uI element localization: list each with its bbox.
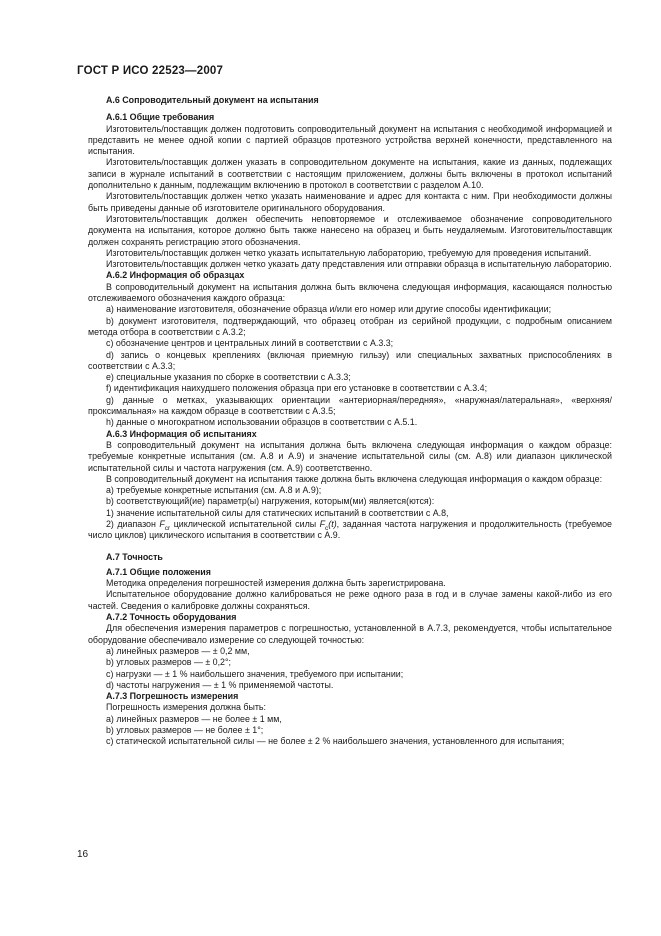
- list-item: g) данные о метках, указывающих ориентации «антериорная/передняя», «наружная/латеральная», «верхняя/проксимальная» на каждом образце в соответствии с А.3.5;: [88, 394, 612, 417]
- paragraph: В сопроводительный документ на испытания также должна быть включена следующая информация о каждом образце:: [106, 473, 603, 484]
- paragraph: Изготовитель/поставщик должен четко указать испытательную лабораторию, требуемую для проведения испытаний.: [106, 247, 592, 258]
- list-item: b) соответствующий(ие) параметр(ы) нагружения, которым(ми) является(ются):: [106, 496, 435, 507]
- list-item: с) нагрузки — ± 1 % наибольшего значения, требуемого при испытании;: [106, 668, 404, 679]
- paragraph: Методика определения погрешностей измерения должна быть зарегистрирована.: [106, 578, 446, 589]
- list-item: f) идентификация наихудшего положения образца при его установке в соответствии с А.3.4;: [106, 383, 488, 394]
- force-symbol: F: [159, 518, 165, 529]
- list-item: d) запись о концевых креплениях (включая приемную гильзу) или специальных захватных приспособлениях в соответствии с А.3.3;: [88, 349, 612, 371]
- paragraph: Для обеспечения измерения параметров с погрешностью, установленной в А.7.3, рекомендуется, чтобы испытательное оборудование обеспечивало измерение со следующей точностью:: [88, 623, 612, 645]
- list-item: а) наименование изготовителя, обозначение образца и/или его номер или другие способы идентификации;: [106, 304, 552, 315]
- paragraph: В сопроводительный документ на испытания должна быть включена следующая информация о каждом образце: требуемые конкретные испытания (см. А.8 и А.9) и значение испытательной силы (см. А.8) или диапазон циклической испытательной силы и частота нагружения (см. А.9) соответственно.: [88, 439, 612, 473]
- paragraph: Погрешность измерения должна быть:: [106, 702, 266, 713]
- section-a6-3-title: А.6.3 Информация об испытаниях: [106, 428, 257, 439]
- list-item-formula: 2) диапазон $F_{cr}$ циклической испытательной силы $F_c(t)$, заданная частота нагружения и продолжительность (требуемое число циклов) циклического испытания в соответствии с А.9.: [88, 518, 612, 541]
- list-item: а) линейных размеров — ± 0,2 мм,: [106, 645, 250, 656]
- list-item: b) угловых размеров — ± 0,2°;: [106, 657, 232, 668]
- paragraph: В сопроводительный документ на испытания должна быть включена следующая информация, касающаяся полностью отслеживаемого обозначения каждого образца:: [88, 281, 612, 304]
- force-subscript: c: [325, 524, 329, 532]
- page-number: 16: [77, 849, 89, 860]
- list-item: а) требуемые конкретные испытания (см. А.8 и А.9);: [106, 485, 322, 496]
- list-item: b) документ изготовителя, подтверждающий, что образец отобран из серийной продукции, с подробным описанием метода отбора в соответствии с А.3.2;: [88, 315, 612, 337]
- section-a7-3-title: А.7.3 Погрешность измерения: [106, 691, 239, 702]
- page-body: [88, 95, 612, 748]
- list-item: е) специальные указания по сборке в соответствии с А.3.3;: [106, 372, 351, 383]
- paragraph: Изготовитель/поставщик должен указать в сопроводительном документе на испытания, какие из данных, подлежащих записи в журнале испытаний в соответствии с настоящим приложением, должны быть включены в протокол испытаний дополнительно к данным, подлежащим включению в протокол в соответствии с разделом А.10.: [88, 157, 612, 191]
- force-argument: (t): [328, 518, 337, 529]
- list-item: с) статической испытательной силы — не более ± 2 % наибольшего значения, установленного для испытания;: [106, 736, 565, 747]
- section-a6-2-title: А.6.2 Информация об образцах: [106, 270, 245, 281]
- list-item: b) угловых размеров — не более ± 1°;: [106, 725, 264, 736]
- force-subscript: cr: [164, 524, 171, 532]
- paragraph: Изготовитель/поставщик должен четко указать наименование и адрес для контакта с ним. При необходимости должны быть приведены данные об изготовителе оригинального оборудования.: [88, 191, 612, 213]
- section-a6-1-title: А.6.1 Общие требования: [106, 112, 215, 123]
- document-header: ГОСТ Р ИСО 22523—2007: [77, 65, 224, 77]
- paragraph: Изготовитель/поставщик должен подготовить сопроводительный документ на испытания с необходимой информацией и представить не менее одной копии с партией образцов протезного устройства верхней конечности, представленного на испытания.: [88, 123, 612, 157]
- paragraph: Изготовитель/поставщик должен обеспечить неповторяемое и отслеживаемое обозначение сопроводительного документа на испытания, которое должно быть также нанесено на образец и быть неудаляемым. Изготовитель/поставщик должен сохранять регистрацию этого обозначения.: [88, 213, 612, 247]
- paragraph: Испытательное оборудование должно калиброваться не реже одного раза в год и в случае замены какой-либо из его частей. Сведения о калибровке должны сохраняться.: [88, 589, 612, 611]
- paragraph: Изготовитель/поставщик должен четко указать дату представления или отправки образца в испытательную лабораторию.: [106, 259, 612, 270]
- list-item: h) данные о многократном использовании образцов в соответствии с А.5.1.: [106, 417, 418, 428]
- list-item: d) частоты нагружения — ± 1 % применяемой частоты.: [106, 679, 334, 690]
- list-item: а) линейных размеров — не более ± 1 мм,: [106, 713, 282, 724]
- section-a7-2-title: А.7.2 Точность оборудования: [106, 612, 237, 623]
- section-a7-1-title: А.7.1 Общие положения: [106, 566, 211, 577]
- list-item: с) обозначение центров и центральных линий в соответствии с А.3.3;: [106, 338, 394, 349]
- section-a7-title: А.7 Точность: [106, 551, 163, 562]
- force-symbol: F: [319, 518, 326, 529]
- list-item: 1) значение испытательной силы для статических испытаний в соответствии с А.8,: [106, 507, 449, 518]
- section-a6-title: А.6 Сопроводительный документ на испытания: [106, 95, 319, 105]
